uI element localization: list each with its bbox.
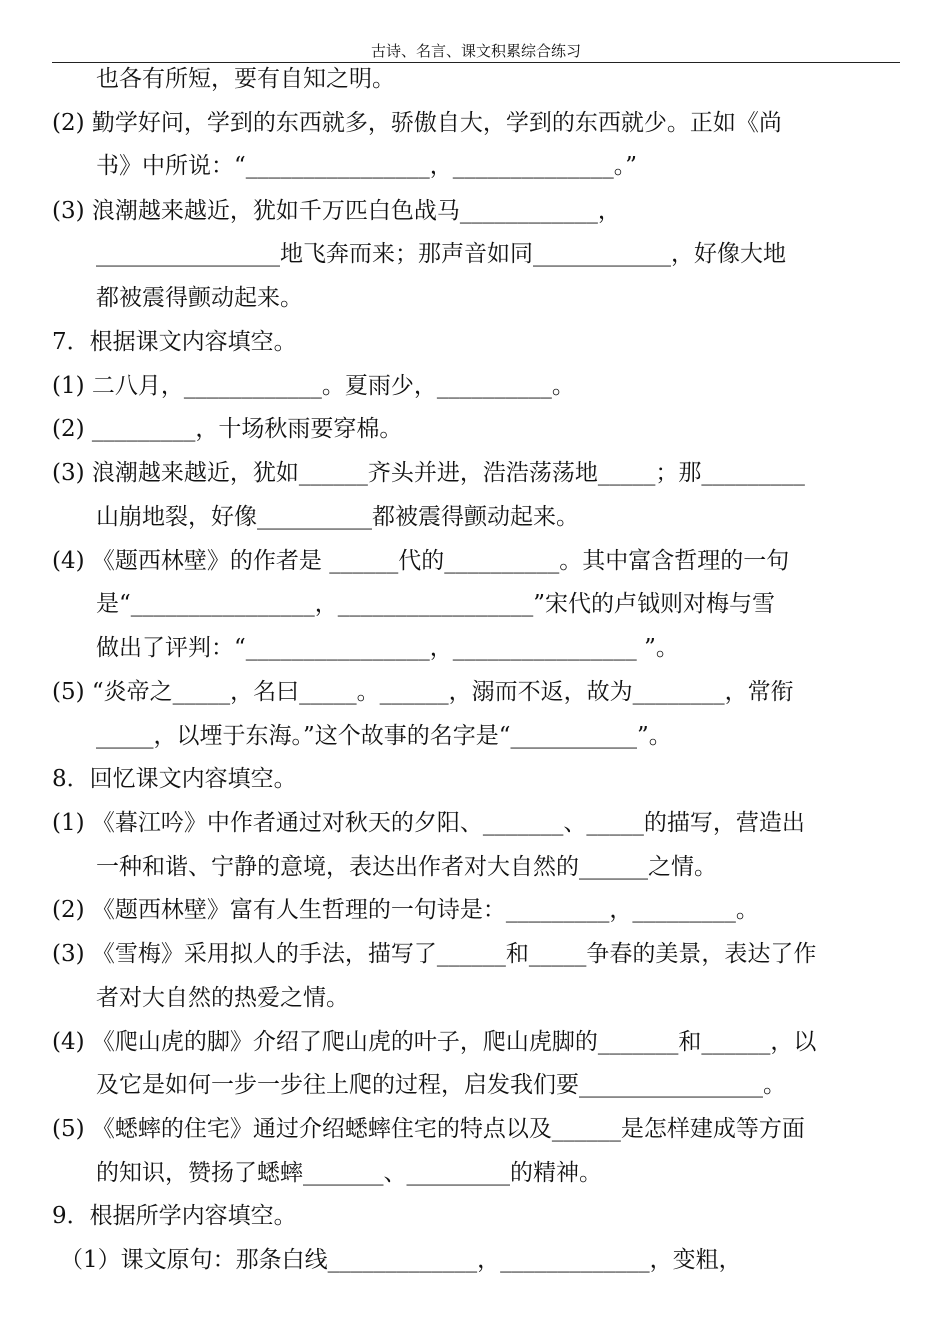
text-line: 是“________________，_________________”宋代的卢钺则对梅与雪 <box>96 591 776 617</box>
text-line: (4) 《爬山虎的脚》介绍了爬山虎的叶子，爬山虎脚的_______和______，以 <box>52 1029 817 1055</box>
text-line: (5) “炎帝之_____，名曰_____。______，溺而不返，故为________，常衔 <box>52 679 794 705</box>
text-line: (4) 《题西林壁》的作者是 ______代的__________。其中富含哲理的一句 <box>52 548 790 574</box>
text-line: 都被震得颤动起来。 <box>96 285 303 311</box>
text-line: （1）课文原句：那条白线_____________，_____________，变粗， <box>60 1247 742 1273</box>
text-line: (3) 《雪梅》采用拟人的手法，描写了______和_____争春的美景，表达了作 <box>52 941 817 967</box>
text-line: 书》中所说：“________________，______________。” <box>96 153 638 179</box>
text-line: 也各有所短，要有自知之明。 <box>96 66 395 92</box>
text-line: 做出了评判：“________________，________________ ”。 <box>96 635 679 661</box>
text-line: ________________地飞奔而来；那声音如同____________，好像大地 <box>96 241 786 267</box>
text-line: 者对大自然的热爱之情。 <box>96 985 349 1011</box>
text-line: 山崩地裂，好像__________都被震得颤动起来。 <box>96 504 579 530</box>
text-line: (3) 浪潮越来越近，犹如千万匹白色战马____________， <box>52 198 621 224</box>
text-line: (1) 二八月，____________。夏雨少，__________。 <box>52 373 575 399</box>
text-line: _____，以堙于东海。”这个故事的名字是“___________”。 <box>96 723 672 749</box>
text-line: 一种和谐、宁静的意境，表达出作者对大自然的______之情。 <box>96 854 717 880</box>
section-heading: 7．根据课文内容填空。 <box>52 329 297 355</box>
text-line: (2) 勤学好问，学到的东西就多，骄傲自大，学到的东西就少。正如《尚 <box>52 110 782 136</box>
section-heading: 9．根据所学内容填空。 <box>52 1203 297 1229</box>
text-line: (2) _________，十场秋雨要穿棉。 <box>52 416 403 442</box>
text-line: (2) 《题西林壁》富有人生哲理的一句诗是：_________，_________。 <box>52 897 759 923</box>
text-line: 的知识，赞扬了蟋蟀_______、_________的精神。 <box>96 1160 602 1186</box>
text-line: 及它是如何一步一步往上爬的过程，启发我们要________________。 <box>96 1072 786 1098</box>
text-line: (5) 《蟋蟀的住宅》通过介绍蟋蟀住宅的特点以及______是怎样建成等方面 <box>52 1116 805 1142</box>
text-line: (3) 浪潮越来越近，犹如______齐头并进，浩浩荡荡地_____；那_________ <box>52 460 805 486</box>
section-heading: 8．回忆课文内容填空。 <box>52 766 297 792</box>
page-header-title: 古诗、名言、课文积累综合练习 <box>370 42 581 60</box>
text-line: (1) 《暮江吟》中作者通过对秋天的夕阳、_______、_____的描写，营造出 <box>52 810 805 836</box>
